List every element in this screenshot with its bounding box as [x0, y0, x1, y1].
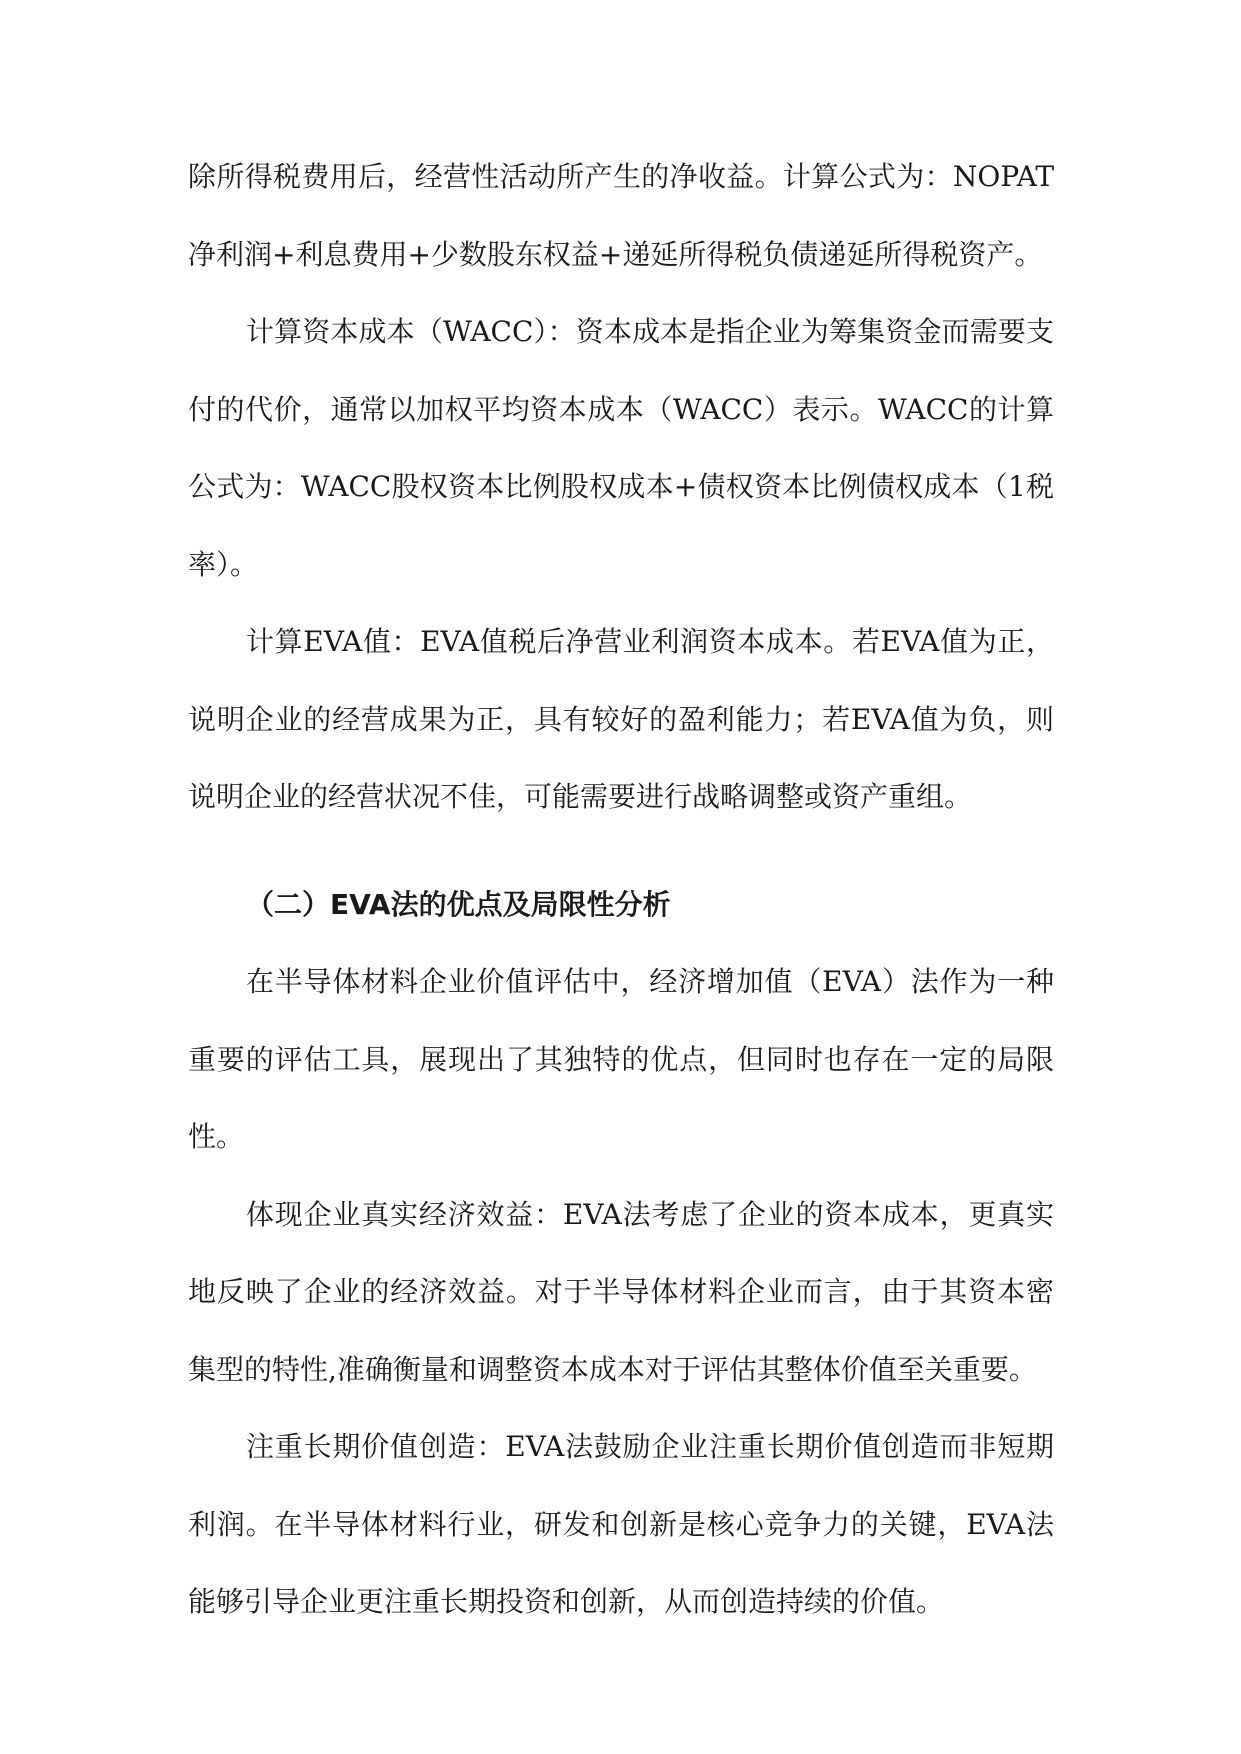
paragraph-economic-benefit: 体现企业真实经济效益：EVA法考虑了企业的资本成本，更真实地反映了企业的经济效益。对于半导体材料企业而言，由于其资本密集型的特性,准确衡量和调整资本成本对于评估其整体价值至关重要。 — [188, 1197, 1054, 1386]
document-body — [188, 138, 1054, 1641]
paragraph-intro: 在半导体材料企业价值评估中，经济增加值（EVA）法作为一种重要的评估工具，展现出了其独特的优点，但同时也存在一定的局限性。 — [188, 965, 1054, 1153]
paragraph-wacc: 计算资本成本（WACC）：资本成本是指企业为筹集资金而需要支付的代价，通常以加权平均资本成本（WACC）表示。WACC的计算公式为：WACC股权资本比例股权成本+债权资本比例债权成本（1税率）。 — [188, 315, 1054, 581]
paragraph-long-term-value: 注重长期价值创造：EVA法鼓励企业注重长期价值创造而非短期利润。在半导体材料行业，研发和创新是核心竞争力的关键，EVA法能够引导企业更注重长期投资和创新，从而创造持续的价值。 — [188, 1430, 1054, 1618]
paragraph-eva-value: 计算EVA值：EVA值税后净营业利润资本成本。若EVA值为正，说明企业的经营成果为正，具有较好的盈利能力；若EVA值为负，则说明企业的经营状况不佳，可能需要进行战略调整或资产重组。 — [188, 625, 1054, 813]
paragraph-nopat-continued: 除所得税费用后，经营性活动所产生的净收益。计算公式为：NOPAT净利润+利息费用+少数股东权益+递延所得税负债递延所得税资产。 — [188, 160, 1054, 271]
section-heading: （二）EVA法的优点及局限性分析 — [246, 887, 671, 921]
